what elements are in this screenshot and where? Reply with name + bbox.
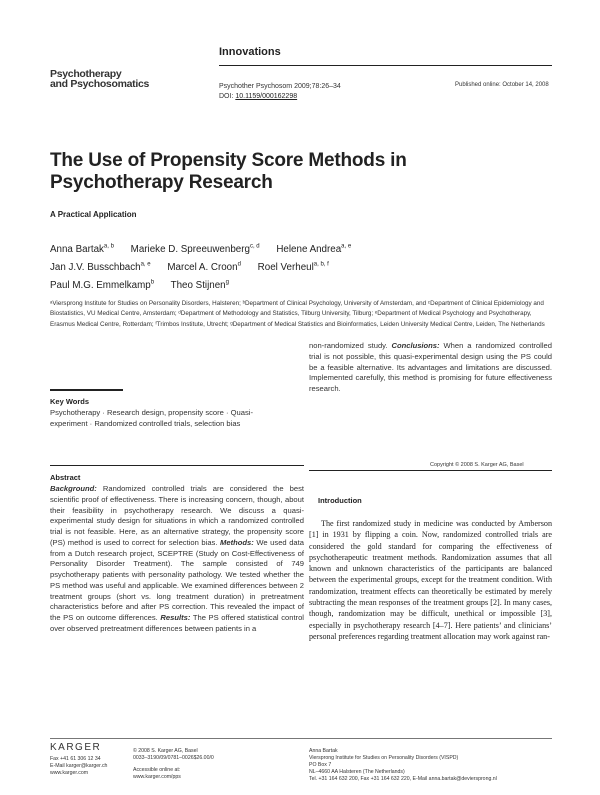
abstract-continued: non-randomized study. Conclusions: When a randomized controlled trial is not possible, this quasi-experimental design using the PS could be a feasible alternative. Its advantages and limitations are discussed. Implemented carefully, this method is promising for future effectiveness research. [309,341,553,393]
doi-link[interactable]: 10.1159/000162298 [235,92,298,100]
keywords-rule [50,389,123,391]
author: Marieke D. Spreeuwenberg$^{c, d}$ [130,244,260,256]
publisher-web[interactable]: www.karger.com [50,770,89,776]
author-row [50,240,570,258]
introduction-heading: Introduction [318,496,362,505]
affiliations: ᵃViersprong Institute for Studies on Personality Disorders, Halsteren; ᵇDepartment of Clinical Psychology, University of Amsterdam, and ᶜDepartment of Clinical Epidemiology and Biostatistics, VU Medical Centre, Amsterdam; ᵈDepartment of Methodology and Statistics, Tilburg University, Tilburg; ᵉDepartment of Medical Psychology and Psychotherapy, Erasmus Medical Centre, Rotterdam; ᶠTrimbos Institute, Utrecht; ᵍDepartment of Medical Statistics and Bioinformatics, Leiden University Medical Centre, Leiden, The Netherlands [50,300,545,328]
author: Helene Andrea$^{a, e}$ [276,244,352,256]
abstract-rule [50,465,304,466]
abstract-body: Background: Randomized controlled trials are considered the best scientific proof of effectiveness. There is increasing concern, though, about their feasibility in psychotherapy research. We discuss a quasi-experimental study design for situations in which a randomized controlled trial is not feasible. Here, as an alternative strategy, the propensity score (PS) method is used to correct for selection bias. Methods: We used data from a Dutch research project, SCEPTRE (Study on Cost-Effectiveness of Personality Disorder Treatment). The sample consisted of 749 psychotherapy patients with personality pathology. We tested whether the PS method was useful and applicable. We examined differences between 2 treatment groups (short vs. long treatment duration) in pretreatment characteristics before and after PS correction. This revealed the impact of the PS on outcome differences. Results: The PS offered statistical control over observed pretreatment differences between patients in a [50,484,304,633]
author-list [50,240,570,293]
citation [219,82,341,101]
footer-rule [50,738,552,739]
author-row [50,276,570,294]
citation-text: Psychother Psychosom 2009;78:26–34 [219,83,341,90]
publisher-email[interactable]: E-Mail karger@karger.ch [50,763,108,769]
abstract-heading: Abstract [50,473,81,482]
article-title: The Use of Propensity Score Methods in Psychotherapy Research [50,150,407,193]
section-label: Innovations [219,46,281,58]
copyright-block: © 2008 S. Karger AG, Basel 0033–3190/09/0781–0026$26.00/0 Accessible online at: www.karger.com/pps [133,748,214,780]
author: Theo Stijnen$^g$ [170,279,229,291]
journal-logo: Psychotherapy and Psychosomatics [50,68,150,90]
author: Marcel A. Croon$^d$ [167,261,241,274]
keywords-heading: Key Words [50,397,90,406]
author: Paul M.G. Emmelkamp$^b$ [50,279,155,291]
author: Roel Verheul$^{a, b, f}$ [257,261,329,274]
correspondence-block: Anna Bartak Viersprong Institute for Studies on Personality Disorders (VISPD) PO Box 7 NL–4660 AA Halsteren (The Netherlands) Tel. +31 164 632 200, Fax +31 164 632 220, E-Mail anna.bartak@deviersprong.nl [309,748,497,782]
keywords-text: Psychotherapy · Research design, propensity score · Quasi-experiment · Randomized controlled trials, selection bias [50,408,254,428]
online-url[interactable]: www.karger.com/pps [133,774,181,780]
abstract-end-rule [309,470,552,471]
author: Jan J.V. Busschbach$^{a, e}$ [50,261,151,274]
abstract-copyright: Copyright © 2008 S. Karger AG, Basel [430,462,524,468]
publisher-logo: KARGER [50,742,102,753]
publisher-contact: Fax +41 61 306 12 34 E-Mail karger@karger.ch www.karger.com [50,756,108,776]
article-subtitle: A Practical Application [50,210,137,219]
introduction-body: The first randomized study in medicine was conducted by Amberson [1] in 1931 by flipping a coin. Now, randomized controlled trials are considered the gold standard for comparing the effectiveness of psychotherapeutic treatment methods. Randomization assumes that all known and unknown characteristics of the participants are balanced between the experimental groups, except for the treatment condition. With randomization, treatment effects can theoretically be estimated by merely subtracting the mean responses of the treatment groups [2]. In many cases, though, randomization may be difficult, unethical or impossible [3], especially in psychotherapy research [4–7]. Here patients’ and clinicians’ personal preferences regarding treatment allocation may work against ran- [309,519,552,641]
author: Anna Bartak$^{a, b}$ [50,244,114,256]
author-row [50,258,570,276]
doi-line: DOI: 10.1159/000162298 [219,92,298,100]
header-rule [219,65,552,66]
published-date: Published online: October 14, 2008 [455,82,549,88]
